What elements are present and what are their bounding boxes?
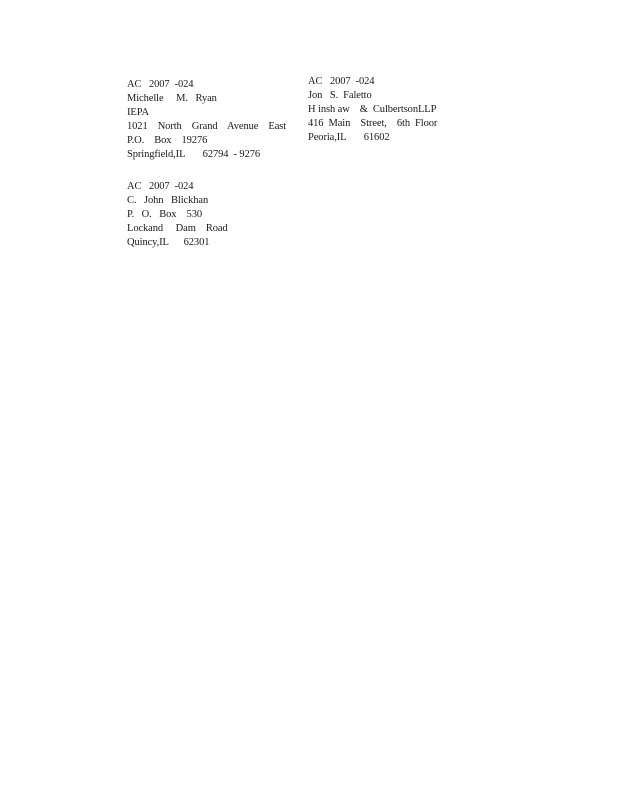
city-state-zip: Peoria,IL 61602: [308, 132, 390, 143]
recipient-name: Michelle M. Ryan: [127, 93, 217, 104]
po-box: P. O. Box 530: [127, 209, 203, 220]
city-state-zip: Springfield,IL 62794 - 9276: [127, 149, 260, 160]
address-block-ryan: [127, 78, 286, 162]
case-number: AC 2007 -024: [308, 76, 375, 87]
po-box: P.O. Box 19276: [127, 135, 208, 146]
street-address: Lockand Dam Road: [127, 223, 228, 234]
street-address: 1021 North Grand Avenue East: [127, 121, 287, 132]
organization: IEPA: [127, 107, 149, 118]
recipient-name: Jon S. Faletto: [308, 90, 372, 101]
address-block-faletto: [308, 75, 437, 145]
case-number: AC 2007 -024: [127, 181, 194, 192]
case-number: AC 2007 -024: [127, 79, 194, 90]
recipient-name: C. John Blickhan: [127, 195, 209, 206]
street-address: 416 Main Street, 6th Floor: [308, 118, 438, 129]
city-state-zip: Quincy,IL 62301: [127, 237, 210, 248]
organization: H insh aw & CulbertsonLLP: [308, 104, 437, 115]
address-block-blickhan: [127, 180, 228, 250]
